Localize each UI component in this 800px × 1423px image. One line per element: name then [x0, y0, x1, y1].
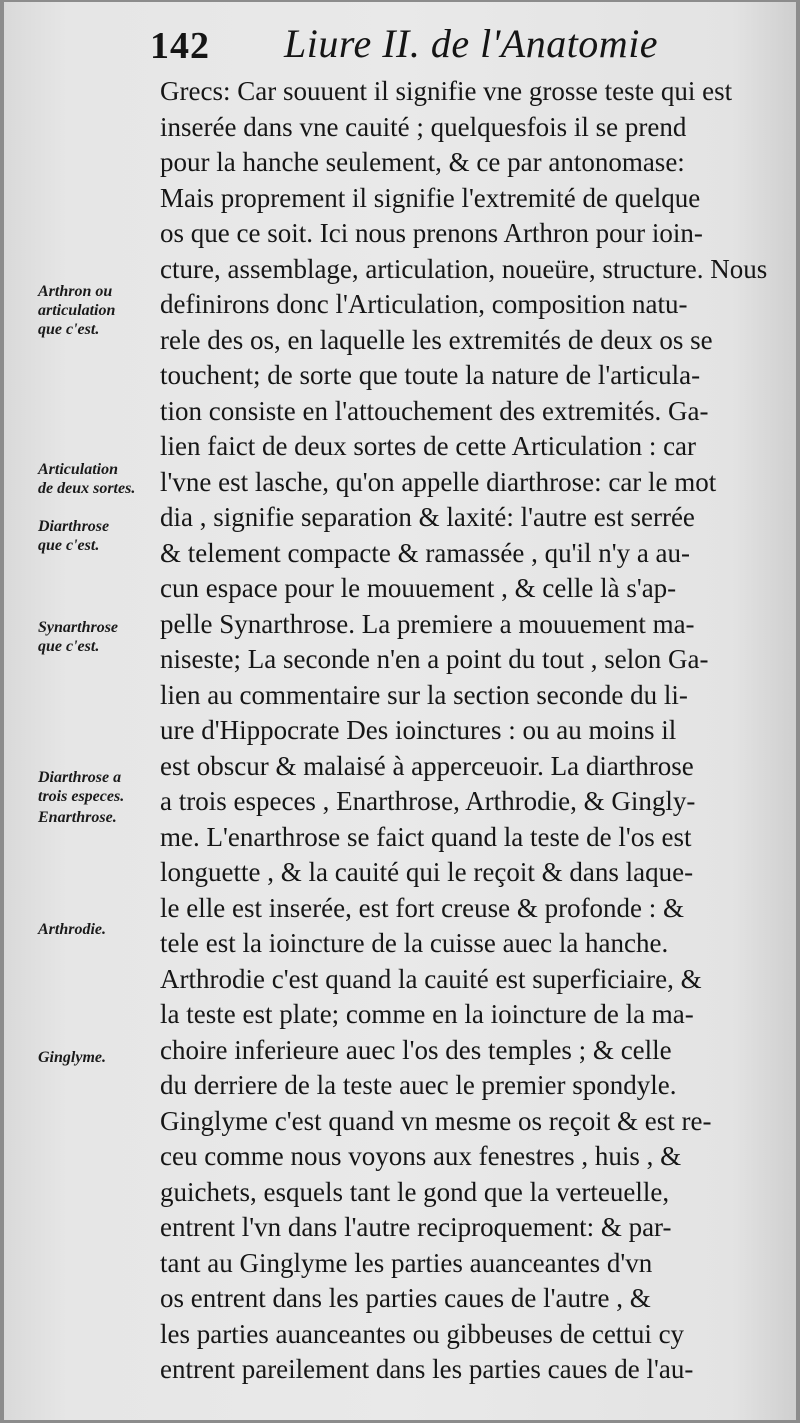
text-line: me. L'enarthrose se faict quand la teste de l'os est — [160, 821, 692, 852]
text-line: niseste; La seconde n'en a point du tout , selon Ga- — [160, 644, 709, 674]
margin-note-arthron — [38, 282, 160, 339]
text-line: du derriere de la teste auec le premier spondyle. — [160, 1070, 677, 1100]
text-line: est obscur & malaisé à apperceuoir. La diarthrose — [160, 750, 694, 781]
margin-note-line: Arthrodie. — [38, 921, 107, 938]
text-line: la teste est plate; comme en la ioincture de la ma- — [160, 999, 694, 1029]
text-line: rele des os, en laquelle les extremités de deux os se — [160, 324, 713, 355]
margin-note-line: Ginglyme. — [38, 1049, 106, 1066]
text-line: dia , signifie separation & laxité: l'autre est serrée — [160, 502, 695, 532]
margin-note-diarthrose-especes — [38, 768, 160, 806]
text-line: ure d'Hippocrate Des ioinctures : ou au moins il — [160, 715, 677, 745]
margin-note-articulation — [38, 460, 160, 498]
text-line: inserée dans vne cauité ; quelquesfois il se prend — [160, 111, 687, 142]
text-line: ceu comme nous voyons aux fenestres , huis , & — [160, 1141, 682, 1171]
margin-note-line: Diarthrose a — [38, 769, 122, 786]
text-line: Ginglyme c'est quand vn mesme os reçoit & est re- — [160, 1105, 712, 1136]
text-line: lien faict de deux sortes de cette Articulation : car — [160, 431, 697, 461]
margin-note-line: trois especes. — [38, 788, 125, 805]
margin-note-line: Articulation — [38, 461, 119, 478]
body-text — [160, 74, 774, 1388]
text-line: tant au Ginglyme les parties auanceantes d'vn — [160, 1247, 653, 1278]
text-line: a trois especes , Enarthrose, Arthrodie, & Gingly- — [160, 786, 696, 816]
text-line: Arthrodie c'est quand la cauité est superficiaire, & — [160, 963, 702, 994]
book-page — [4, 2, 796, 1420]
text-line: tele est la ioincture de la cuisse auec la hanche. — [160, 928, 669, 958]
text-line: pour la hanche seulement, & ce par antonomase: — [160, 147, 685, 177]
margin-note-line: que c'est. — [38, 321, 100, 338]
page-number: 142 — [150, 25, 210, 67]
text-line: lien au commentaire sur la section seconde du li- — [160, 679, 688, 710]
text-line: l'vne est lasche, qu'on appelle diarthrose: car le mot — [160, 466, 717, 497]
text-line: entrent l'vn dans l'autre reciproquement: & par- — [160, 1212, 672, 1242]
text-line: les parties auanceantes ou gibbeuses de cettui cy — [160, 1318, 685, 1349]
text-line: os que ce soit. Ici nous prenons Arthron pour ioin- — [160, 218, 703, 248]
text-line: tion consiste en l'attouchement des extremités. Ga- — [160, 395, 709, 426]
margin-note-line: Enarthrose. — [38, 809, 117, 826]
text-line: guichets, esquels tant le gond que la verteuelle, — [160, 1176, 670, 1207]
margin-note-line: que c'est. — [38, 638, 100, 655]
text-line: cun espace pour le mouuement , & celle là s'ap- — [160, 573, 677, 603]
text-line: cture, assemblage, articulation, noueüre, structure. Nous — [160, 253, 768, 284]
text-line: longuette , & la cauité qui le reçoit & dans laque- — [160, 857, 694, 887]
text-line: Grecs: Car souuent il signifie vne grosse teste qui est — [160, 76, 733, 106]
text-line: pelle Synarthrose. La premiere a mouuement ma- — [160, 608, 695, 639]
margin-note-ginglyme — [38, 1048, 160, 1067]
margin-note-enarthrose — [38, 808, 160, 827]
margin-note-arthrodie — [38, 920, 160, 939]
text-line: & telement compacte & ramassée , qu'il n'y a au- — [160, 537, 691, 568]
running-title: Liure II. de l'Anatomie — [284, 21, 659, 66]
text-line: definirons donc l'Articulation, composition natu- — [160, 289, 688, 319]
margin-note-synarthrose — [38, 618, 160, 656]
text-line: Mais proprement il signifie l'extremité de quelque — [160, 182, 701, 213]
page-header — [4, 20, 796, 70]
margin-note-line: Arthron ou — [38, 283, 113, 300]
text-line: touchent; de sorte que toute la nature de l'articula- — [160, 360, 701, 390]
margin-note-line: que c'est. — [38, 537, 100, 554]
margin-note-diarthrose — [38, 517, 160, 555]
margin-note-line: articulation — [38, 302, 116, 319]
text-line: os entrent dans les parties caues de l'autre , & — [160, 1283, 651, 1313]
margin-note-line: Synarthrose — [38, 619, 119, 636]
text-line: entrent pareilement dans les parties caues de l'au- — [160, 1354, 694, 1384]
margin-note-line: Diarthrose — [38, 518, 110, 535]
text-line: le elle est inserée, est fort creuse & profonde : & — [160, 892, 685, 923]
margin-note-line: de deux sortes. — [38, 480, 136, 497]
text-line: choire inferieure auec l'os des temples ; & celle — [160, 1034, 672, 1065]
